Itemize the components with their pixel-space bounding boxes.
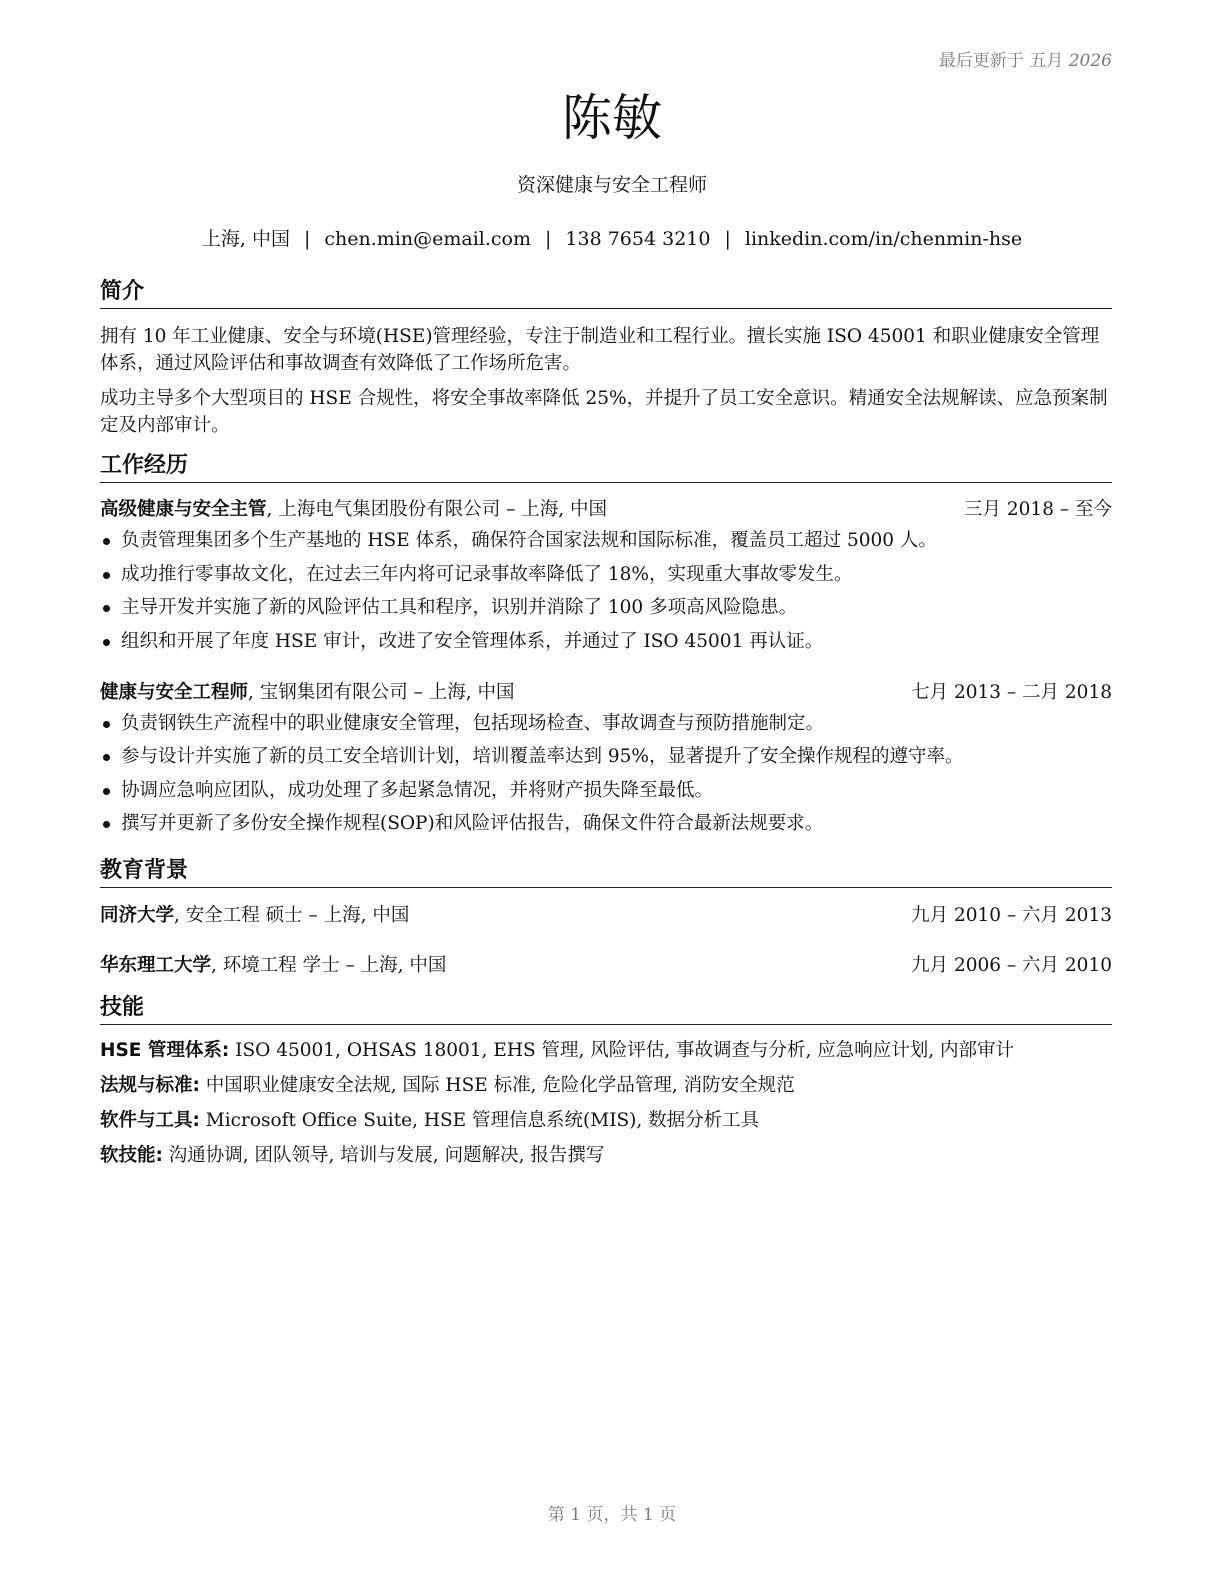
education-section bbox=[100, 857, 1112, 979]
job-entry bbox=[100, 679, 1112, 838]
job-bullets bbox=[100, 710, 1112, 838]
job-role: 健康与安全工程师 bbox=[100, 681, 249, 703]
last-updated-prefix: 最后更新于 bbox=[938, 51, 1024, 71]
job-dates: 七月 2013 – 二月 2018 bbox=[911, 681, 1112, 703]
skill-value: 沟通协调, 团队领导, 培训与发展, 问题解决, 报告撰写 bbox=[162, 1145, 605, 1166]
job-bullets bbox=[100, 527, 1112, 655]
contact-bar bbox=[0, 224, 1224, 251]
contact-separator: | bbox=[545, 228, 552, 250]
skills-section bbox=[100, 994, 1112, 1169]
contact-email-link[interactable]: chen.min@email.com bbox=[324, 228, 531, 250]
education-dates: 九月 2010 – 六月 2013 bbox=[911, 905, 1112, 926]
skill-row bbox=[100, 1142, 1112, 1169]
skill-label: HSE 管理体系: bbox=[100, 1040, 230, 1061]
section-title-education: 教育背景 bbox=[100, 857, 1112, 888]
list-item: 负责钢铁生产流程中的职业健康安全管理，包括现场检查、事故调查与预防措施制定。 bbox=[100, 710, 1112, 737]
skill-value: 中国职业健康安全法规, 国际 HSE 标准, 危险化学品管理, 消防安全规范 bbox=[199, 1075, 795, 1096]
section-title-skills: 技能 bbox=[100, 994, 1112, 1025]
list-item: 负责管理集团多个生产基地的 HSE 体系，确保符合国家法规和国际标准，覆盖员工超过 5000 人。 bbox=[100, 527, 1112, 554]
summary-paragraph: 拥有 10 年工业健康、安全与环境(HSE)管理经验，专注于制造业和工程行业。擅长实施 ISO 45001 和职业健康安全管理体系，通过风险评估和事故调查有效降低了工作场所危害。 bbox=[100, 326, 1100, 374]
contact-linkedin-link[interactable]: linkedin.com/in/chenmin-hse bbox=[744, 228, 1023, 250]
job-dates: 三月 2018 – 至今 bbox=[964, 499, 1112, 520]
summary-section bbox=[100, 278, 1112, 439]
education-detail: , 环境工程 学士 – 上海, 中国 bbox=[211, 955, 447, 976]
job-entry bbox=[100, 496, 1112, 655]
job-header bbox=[100, 496, 1112, 523]
contact-separator: | bbox=[303, 228, 311, 250]
candidate-headline: 资深健康与安全工程师 bbox=[516, 174, 707, 196]
education-entry bbox=[100, 952, 1112, 979]
list-item: 协调应急响应团队，成功处理了多起紧急情况，并将财产损失降至最低。 bbox=[100, 777, 1112, 804]
last-updated-month: 五月 bbox=[1029, 51, 1064, 71]
skill-label: 法规与标准: bbox=[100, 1075, 200, 1096]
job-organization: , 上海电气集团股份有限公司 – 上海, 中国 bbox=[266, 499, 608, 520]
last-updated-year: 2026 bbox=[1068, 51, 1112, 71]
skill-row bbox=[100, 1037, 1112, 1064]
candidate-name: 陈敏 bbox=[562, 89, 662, 147]
summary-paragraph: 成功主导多个大型项目的 HSE 合规性，将安全事故率降低 25%，并提升了员工安全意识。精通安全法规解读、应急预案制定及内部审计。 bbox=[100, 388, 1108, 436]
experience-section bbox=[100, 452, 1112, 837]
contact-phone: 138 7654 3210 bbox=[565, 228, 711, 250]
list-item: 主导开发并实施了新的风险评估工具和程序，识别并消除了 100 多项高风险隐患。 bbox=[100, 594, 1112, 621]
list-item: 组织和开展了年度 HSE 审计，改进了安全管理体系，并通过了 ISO 45001 再认证。 bbox=[100, 628, 1112, 655]
contact-location: 上海, 中国 bbox=[201, 228, 290, 250]
skill-row bbox=[100, 1107, 1112, 1134]
contact-separator: | bbox=[724, 228, 731, 250]
job-role: 高级健康与安全主管 bbox=[100, 499, 267, 520]
last-updated bbox=[939, 46, 1112, 71]
skill-value: ISO 45001, OHSAS 18001, EHS 管理, 风险评估, 事故调查与分析, 应急响应计划, 内部审计 bbox=[229, 1040, 1015, 1061]
job-header bbox=[100, 679, 1112, 706]
skill-label: 软技能: bbox=[100, 1145, 163, 1166]
education-detail: , 安全工程 硕士 – 上海, 中国 bbox=[174, 905, 410, 926]
skill-row bbox=[100, 1072, 1112, 1099]
section-title-summary: 简介 bbox=[100, 278, 1112, 309]
list-item: 撰写并更新了多份安全操作规程(SOP)和风险评估报告，确保文件符合最新法规要求。 bbox=[100, 810, 1112, 837]
section-title-experience: 工作经历 bbox=[100, 452, 1112, 483]
list-item: 成功推行零事故文化，在过去三年内将可记录事故率降低了 18%，实现重大事故零发生。 bbox=[100, 561, 1112, 588]
education-dates: 九月 2006 – 六月 2010 bbox=[911, 955, 1112, 976]
page-footer: 第 1 页，共 1 页 bbox=[547, 1505, 677, 1525]
job-organization: , 宝钢集团有限公司 – 上海, 中国 bbox=[248, 681, 515, 703]
education-entry bbox=[100, 902, 1112, 929]
education-school: 同济大学 bbox=[100, 905, 175, 926]
education-school: 华东理工大学 bbox=[100, 955, 212, 976]
skill-label: 软件与工具: bbox=[100, 1110, 200, 1131]
skill-value: Microsoft Office Suite, HSE 管理信息系统(MIS), 数据分析工具 bbox=[199, 1110, 760, 1131]
list-item: 参与设计并实施了新的员工安全培训计划，培训覆盖率达到 95%，显著提升了安全操作规程的遵守率。 bbox=[100, 743, 1112, 770]
